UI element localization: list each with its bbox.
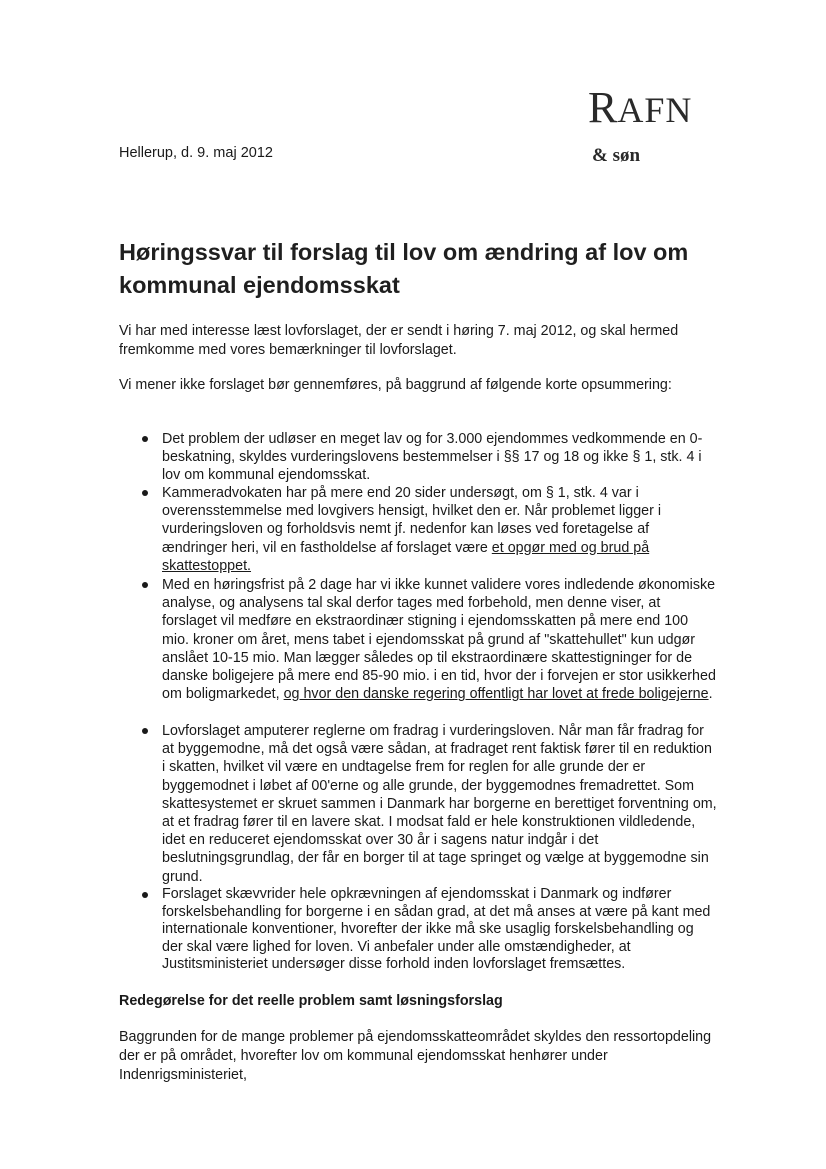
closing-paragraph: Baggrunden for de mange problemer på ejendomsskatteområdet skyldes den ressortopdeling der er på området, hvorefter lov om kommunal ejendomsskat henhører under Indenrigsministeriet, [119, 1029, 712, 1083]
logo-initial: R [588, 83, 618, 132]
list-item-body: Kammeradvokaten har på mere end 20 sider undersøgt, om § 1, stk. 4 var i overensstemmelse med lovgivers hensigt, hvilket den er. Når problemet ligger i vurderingsloven og forholdsvis nemt jf. nedenfor kan løses ved foretagelse af ændringer heri, vil en fastholdelse af forslaget være [162, 485, 662, 556]
section-heading: Redegørelse for det reelle problem samt løsningsforslag [119, 993, 503, 1009]
logo-subtitle: & søn [592, 145, 641, 166]
list-item-text [162, 576, 718, 703]
letter-date: Hellerup, d. 9. maj 2012 [119, 145, 273, 161]
bullet-icon [142, 728, 148, 734]
logo-rest: AFN [617, 90, 693, 130]
list-item-text: Det problem der udløser en meget lav og for 3.000 ejendommes vedkommende en 0-beskatning, skyldes vurderingslovens bestemmelser i §§ 17 og 18 og ikke § 1, stk. 4 i lov om kommunal ejendomsskat. [162, 431, 703, 484]
bullet-icon [142, 582, 148, 588]
list-item-text: Forslaget skævvrider hele opkrævningen af ejendomsskat i Danmark og indfører forskelsbehandling for borgerne i en sådan grad, at det må anses at være på kant med internationale konventioner, hvorefter der ikke må ske usaglig forskelsbehandling og der skal være lighed for loven. Vi anbefaler under alle omstændigheder, at Justitsministeriet undersøger disse forhold inden lovforslaget fremsættes. [162, 886, 711, 973]
document-title: Høringssvar til forslag til lov om ændring af lov om kommunal ejendomsskat [119, 239, 689, 298]
company-logo [588, 83, 728, 166]
underlined-phrase: et opgør med og brud på skattestoppet. [162, 539, 650, 574]
list-item-text: Lovforslaget amputerer reglerne om fradrag i vurderingsloven. Når man får fradrag for at byggemodne, må det også være sådan, at fradraget rent faktisk fører til en reduktion i skatten, hvilket vil være en undtagelse frem for reglen for alle grunde der er byggemodnet i løbet af 00'erne og alle grunde, der byggemodnes fremadrettet. Som skattesystemet er skruet sammen i Danmark har borgerne en berettiget forventning om, at et fradrag fører til en lavere skat. I modsat fald er hele konstruktionen vildledende, idet en reduceret ejendomsskat over 30 år i sagens natur indgår i det beslutningsgrundlag, der får en borger til at tage springet og vælge at byggemodne sin grund. [162, 723, 717, 885]
intro-paragraph: Vi har med interesse læst lovforslaget, der er sendt i høring 7. maj 2012, og skal hermed fremkomme med vores bemærkninger til lovforslaget. [119, 323, 679, 358]
list-item-text [162, 484, 718, 575]
underlined-phrase: og hvor den danske regering offentligt har lovet at frede boligejerne [283, 686, 709, 703]
logo-wordmark [588, 83, 693, 132]
list-item-body: Med en høringsfrist på 2 dage har vi ikke kunnet validere vores indledende økonomiske analyse, og analysens tal skal derfor tages med forbehold, men denne viser, at forslaget vil medføre en ekstraordinær stigning i ejendomsskatten på mere end 100 mio. kroner om året, mens tabet i ejendomsskat på grund af "skattehullet" kun udgør anslået 10-15 mio. Man lægger således op til ekstraordinære skattestigninger for de danske boligejere på mere end 85-90 mio. i en tid, hvor der i forvejen er stor usikkerhed om boligmarkedet, [162, 577, 716, 703]
list-item-end: . [708, 686, 713, 703]
bullet-icon [142, 490, 148, 496]
bullet-icon [142, 892, 148, 898]
bullet-icon [142, 436, 148, 442]
lead-paragraph: Vi mener ikke forslaget bør gennemføres, på baggrund af følgende korte opsummering: [119, 377, 672, 393]
